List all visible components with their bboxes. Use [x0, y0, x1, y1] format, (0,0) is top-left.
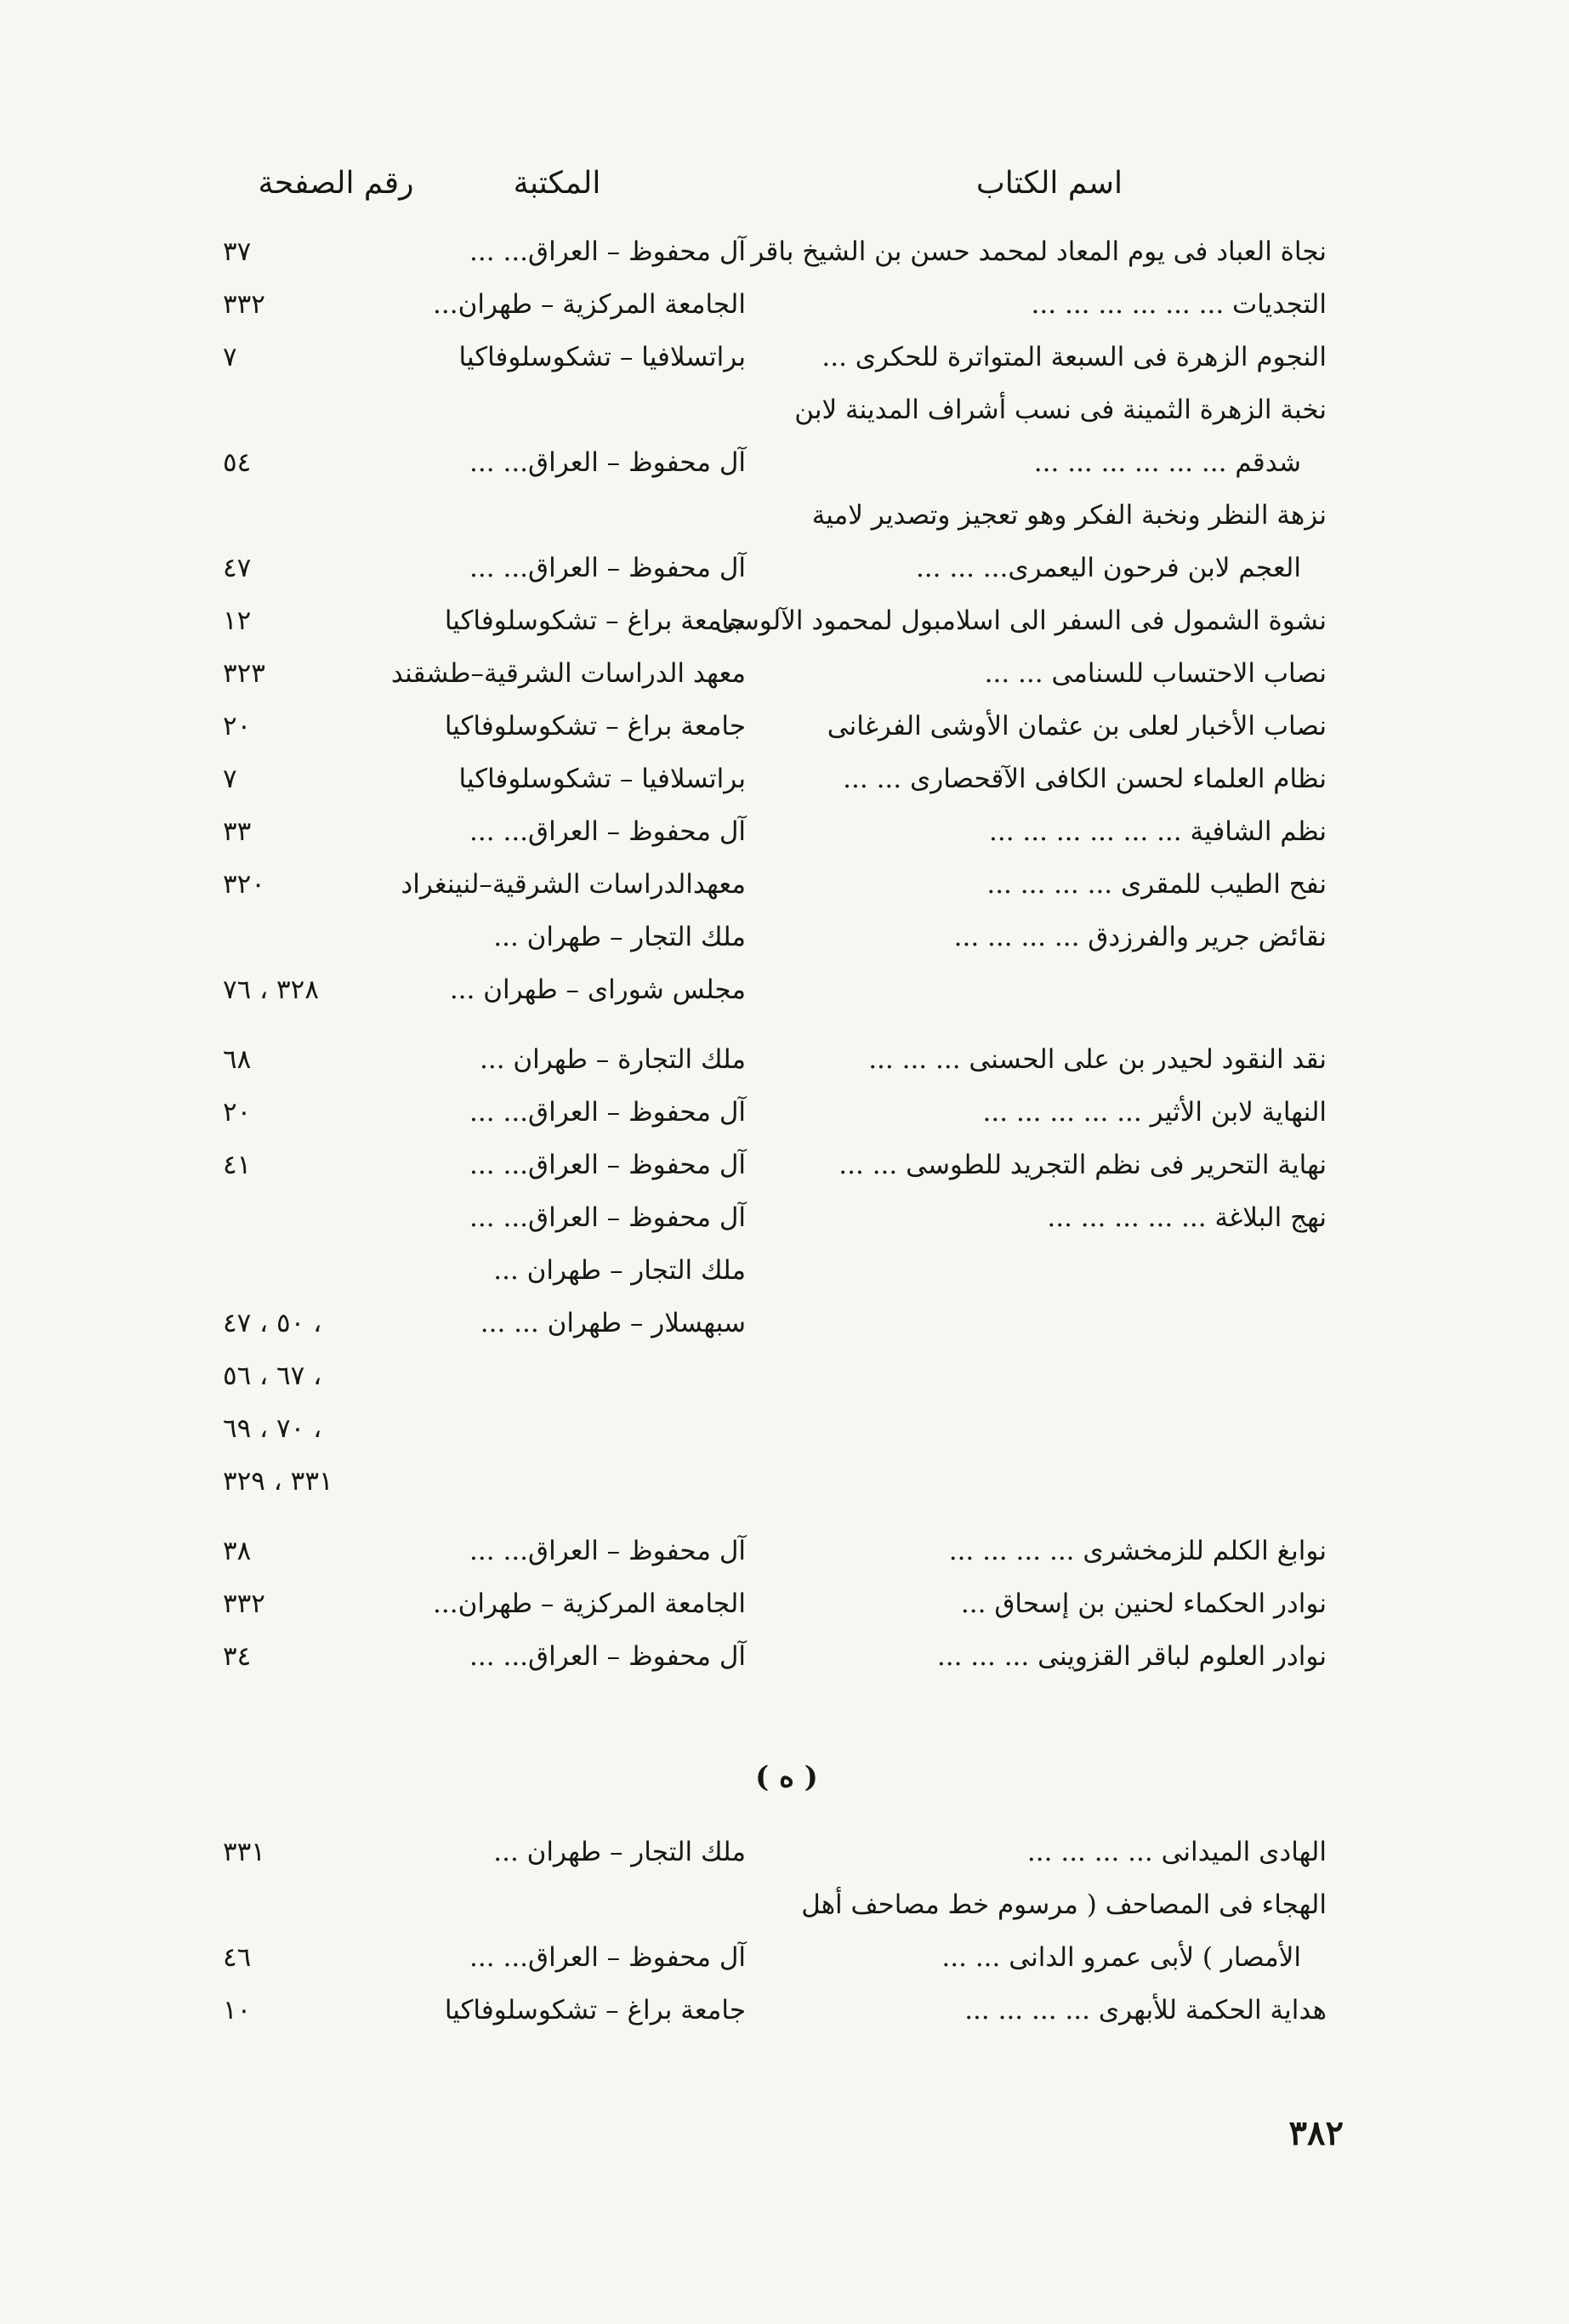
list-item [0, 816, 1569, 869]
page-ref: ٣٢٨ ، ٧٦ [223, 974, 319, 1005]
list-item [0, 236, 1569, 289]
library-name: آل محفوظ – العراق... ... [469, 1097, 746, 1128]
book-title: نقد النقود لحيدر بن على الحسنى ... ... ... [868, 1044, 1327, 1075]
page-ref: ٥٠ ، ٤٧ ، [223, 1308, 322, 1338]
library-name: آل محفوظ – العراق... ... [469, 1202, 746, 1233]
book-title: نصاب الأخبار لعلى بن عثمان الأوشى الفرغانى [827, 711, 1327, 742]
page-ref: ٣٣١ [223, 1837, 265, 1867]
page-ref: ٣٢٠ [223, 869, 265, 900]
list-item [0, 500, 1569, 553]
book-title: نوابغ الكلم للزمخشرى ... ... ... ... [948, 1536, 1327, 1566]
library-name: آل محفوظ – العراق... ... [469, 447, 746, 478]
page-ref: ٣٨ [223, 1536, 252, 1566]
section-heading-ha: ( ه ) [755, 1760, 818, 1794]
list-item [0, 1837, 1569, 1889]
book-title: النهاية لابن الأثير ... ... ... ... ... [982, 1097, 1327, 1128]
list-item [0, 1466, 1569, 1519]
library-name: آل محفوظ – العراق... ... [469, 1536, 746, 1566]
book-title: نوادر الحكماء لحنين بن إسحاق ... [960, 1588, 1327, 1619]
column-header-library: المكتبة [513, 166, 601, 201]
page-ref: ٧ [223, 342, 237, 372]
list-item [0, 1150, 1569, 1202]
list-item [0, 289, 1569, 342]
list-item [0, 869, 1569, 922]
page-ref: ٣٧ [223, 236, 252, 267]
list-item [0, 974, 1569, 1027]
list-item [0, 1889, 1569, 1942]
list-item [0, 1536, 1569, 1588]
library-name: ملك التجار – طهران ... [493, 1255, 746, 1286]
book-title: نصاب الاحتساب للسنامى ... ... [984, 658, 1327, 689]
book-title: التجديات ... ... ... ... ... ... [1031, 289, 1327, 320]
column-header-page-number: رقم الصفحة [258, 166, 414, 201]
page-ref: ٣٤ [223, 1641, 252, 1672]
page-ref: ٦٨ [223, 1044, 252, 1075]
book-title: نفح الطيب للمقرى ... ... ... ... [986, 869, 1327, 900]
list-item [0, 1942, 1569, 1995]
library-name: براتسلافيا – تشكوسلوفاكيا [458, 342, 746, 372]
library-name: براتسلافيا – تشكوسلوفاكيا [458, 764, 746, 794]
library-name: جامعة براغ – تشكوسلوفاكيا [444, 1995, 746, 2026]
list-item [0, 1995, 1569, 2048]
list-item [0, 1044, 1569, 1097]
book-title: نخبة الزهرة الثمينة فى نسب أشراف المدينة لابن [794, 395, 1327, 425]
list-item [0, 1097, 1569, 1150]
book-title: نهاية التحرير فى نظم التجريد للطوسى ... ... [839, 1150, 1327, 1180]
library-name: آل محفوظ – العراق... ... [469, 1641, 746, 1672]
book-title: نجاة العباد فى يوم المعاد لمحمد حسن بن الشيخ باقر [751, 236, 1327, 267]
library-name: ملك التجارة – طهران ... [480, 1044, 746, 1075]
list-item [0, 447, 1569, 500]
page-ref: ٣٣١ ، ٣٢٩ [223, 1466, 333, 1497]
page-number: ٣٨٢ [1288, 2113, 1344, 2153]
library-name: آل محفوظ – العراق... ... [469, 236, 746, 267]
book-title: نوادر العلوم لباقر القزوينى ... ... ... [936, 1641, 1327, 1672]
library-name: مجلس شوراى – طهران ... [449, 974, 746, 1005]
list-item [0, 605, 1569, 658]
library-name: آل محفوظ – العراق... ... [469, 553, 746, 583]
book-title: الهادى الميدانى ... ... ... ... [1026, 1837, 1327, 1867]
book-title: نشوة الشمول فى السفر الى اسلامبول لمحمود الآلوسى [714, 605, 1327, 636]
library-name: سبهسلار – طهران ... ... [480, 1308, 746, 1338]
page-ref: ٣٣ [223, 816, 252, 847]
page-ref: ١٢ [223, 605, 252, 636]
page-ref: ٢٠ [223, 711, 252, 742]
list-item [0, 1588, 1569, 1641]
book-title: هداية الحكمة للأبهرى ... ... ... ... [964, 1995, 1327, 2026]
page-ref: ٧٠ ، ٦٩ ، [223, 1413, 322, 1444]
page-ref: ٤٧ [223, 553, 252, 583]
page-ref: ٥٤ [223, 447, 252, 478]
page-ref: ٧ [223, 764, 237, 794]
list-item [0, 1308, 1569, 1361]
page-ref: ٤٦ [223, 1942, 252, 1973]
book-title: نزهة النظر ونخبة الفكر وهو تعجيز وتصدير لامية [811, 500, 1327, 531]
book-title: نهج البلاغة ... ... ... ... ... [1047, 1202, 1327, 1233]
column-header-book-name: اسم الكتاب [975, 166, 1123, 201]
list-item [0, 1413, 1569, 1466]
book-title: نظم الشافية ... ... ... ... ... ... [989, 816, 1327, 847]
book-title: العجم لابن فرحون اليعمرى... ... ... [915, 553, 1301, 583]
page-ref: ٤١ [223, 1150, 252, 1180]
list-item [0, 658, 1569, 711]
list-item [0, 553, 1569, 605]
list-item [0, 395, 1569, 447]
library-name: معهد الدراسات الشرقية–طشقند [390, 658, 746, 689]
book-title: نقائض جرير والفرزدق ... ... ... ... [953, 922, 1327, 952]
page-ref: ٦٧ ، ٥٦ ، [223, 1361, 322, 1391]
book-title: الهجاء فى المصاحف ( مرسوم خط مصاحف أهل [801, 1889, 1327, 1920]
library-name: جامعة براغ – تشكوسلوفاكيا [444, 605, 746, 636]
list-item [0, 1361, 1569, 1413]
library-name: آل محفوظ – العراق... ... [469, 1942, 746, 1973]
library-name: ملك التجار – طهران ... [493, 1837, 746, 1867]
library-name: ملك التجار – طهران ... [493, 922, 746, 952]
library-name: جامعة براغ – تشكوسلوفاكيا [444, 711, 746, 742]
library-name: الجامعة المركزية – طهران... [433, 289, 746, 320]
book-title: شدقم ... ... ... ... ... ... [1033, 447, 1301, 478]
page-ref: ١٠ [223, 1995, 252, 2026]
library-name: آل محفوظ – العراق... ... [469, 1150, 746, 1180]
library-name: معهدالدراسات الشرقية–لنينغراد [401, 869, 746, 900]
page-ref: ٣٣٢ [223, 1588, 265, 1619]
book-title: النجوم الزهرة فى السبعة المتواترة للحكرى ... [821, 342, 1327, 372]
list-item [0, 1202, 1569, 1255]
page-ref: ٢٠ [223, 1097, 252, 1128]
list-item [0, 342, 1569, 395]
list-item [0, 764, 1569, 816]
list-item [0, 922, 1569, 974]
list-item [0, 1255, 1569, 1308]
library-name: الجامعة المركزية – طهران... [433, 1588, 746, 1619]
page-ref: ٣٣٢ [223, 289, 265, 320]
list-item [0, 711, 1569, 764]
book-title: الأمصار ) لأبى عمرو الدانى ... ... [941, 1942, 1301, 1973]
book-title: نظام العلماء لحسن الكافى الآقحصارى ... ... [843, 764, 1327, 794]
library-name: آل محفوظ – العراق... ... [469, 816, 746, 847]
list-item [0, 1641, 1569, 1694]
page-ref: ٣٢٣ [223, 658, 265, 689]
